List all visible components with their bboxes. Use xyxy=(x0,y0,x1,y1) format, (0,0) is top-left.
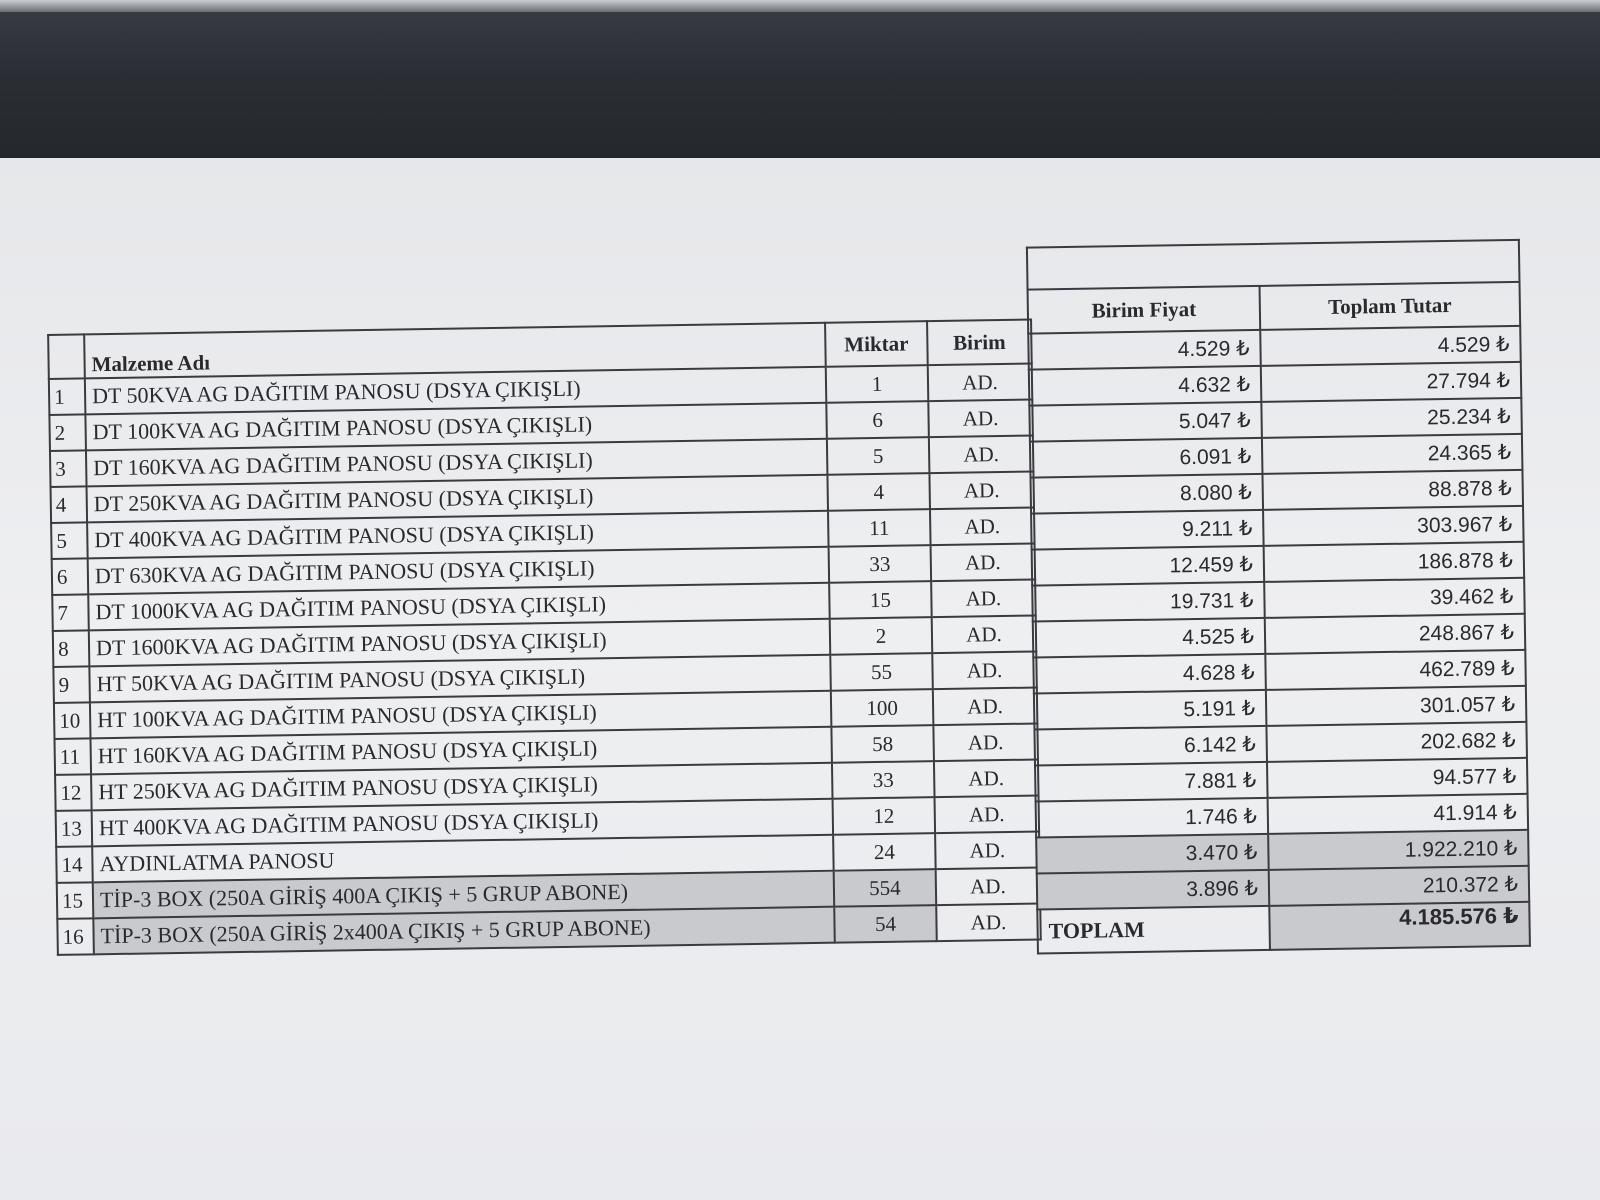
total-amount: 202.682 ₺ xyxy=(1266,722,1527,762)
prices-body xyxy=(1028,326,1529,910)
material-name: DT 100KVA AG DAĞITIM PANOSU (DSYA ÇIKIŞLI) xyxy=(85,403,826,451)
unit-price: 4.525 ₺ xyxy=(1033,618,1266,658)
total-amount: 25.234 ₺ xyxy=(1261,398,1522,438)
row-number: 13 xyxy=(56,810,93,847)
unit-price: 8.080 ₺ xyxy=(1031,474,1264,514)
unit: AD. xyxy=(935,831,1040,869)
grand-total-row xyxy=(1037,902,1530,954)
row-number: 7 xyxy=(52,594,89,631)
unit: AD. xyxy=(931,544,1036,582)
row-number: 5 xyxy=(51,522,88,559)
unit-price: 19.731 ₺ xyxy=(1032,582,1265,622)
total-amount: 210.372 ₺ xyxy=(1269,866,1530,906)
total-amount: 186.878 ₺ xyxy=(1264,542,1525,582)
header-unit-price: Birim Fiyat xyxy=(1028,286,1261,334)
total-amount: 462.789 ₺ xyxy=(1265,650,1526,690)
unit-price: 5.191 ₺ xyxy=(1034,690,1267,730)
quantity: 1 xyxy=(826,365,929,403)
unit-price: 5.047 ₺ xyxy=(1029,402,1262,442)
quantity: 24 xyxy=(833,833,936,871)
total-amount: 88.878 ₺ xyxy=(1262,470,1523,510)
material-name: DT 50KVA AG DAĞITIM PANOSU (DSYA ÇIKIŞLI) xyxy=(85,367,826,415)
unit-price: 4.632 ₺ xyxy=(1029,366,1262,406)
total-amount: 24.365 ₺ xyxy=(1262,434,1523,474)
items-table xyxy=(47,319,1042,956)
unit-price: 3.896 ₺ xyxy=(1037,870,1270,910)
material-name: DT 160KVA AG DAĞITIM PANOSU (DSYA ÇIKIŞLI) xyxy=(86,439,827,487)
quantity: 4 xyxy=(827,473,930,511)
total-amount: 1.922.210 ₺ xyxy=(1268,830,1529,870)
header-unit: Birim xyxy=(927,320,1032,366)
desk-background xyxy=(0,0,1600,175)
unit: AD. xyxy=(933,723,1038,761)
quantity: 33 xyxy=(829,545,932,583)
material-name: HT 160KVA AG DAĞITIM PANOSU (DSYA ÇIKIŞLI) xyxy=(90,727,831,775)
material-name: DT 1600KVA AG DAĞITIM PANOSU (DSYA ÇIKIŞLI) xyxy=(89,619,830,667)
header-no xyxy=(48,334,85,379)
quantity: 55 xyxy=(830,653,933,691)
grand-total-label: TOPLAM xyxy=(1037,906,1270,954)
unit: AD. xyxy=(929,472,1034,510)
grand-total-value: 4.185.576 ₺ xyxy=(1269,902,1530,950)
quantity: 12 xyxy=(833,797,936,835)
quantity: 11 xyxy=(828,509,931,547)
quantity: 2 xyxy=(830,617,933,655)
total-amount: 39.462 ₺ xyxy=(1264,578,1525,618)
unit-price: 6.142 ₺ xyxy=(1034,726,1267,766)
total-amount: 27.794 ₺ xyxy=(1261,362,1522,402)
material-name: AYDINLATMA PANOSU xyxy=(92,835,833,883)
row-number: 12 xyxy=(55,774,92,811)
row-number: 2 xyxy=(49,414,86,451)
prices-header-row xyxy=(1028,282,1521,334)
row-number: 16 xyxy=(57,918,94,955)
material-name: TİP-3 BOX (250A GİRİŞ 400A ÇIKIŞ + 5 GRUP ABONE) xyxy=(93,871,834,919)
material-name: HT 50KVA AG DAĞITIM PANOSU (DSYA ÇIKIŞLI) xyxy=(89,655,830,703)
quantity: 33 xyxy=(832,761,935,799)
row-number: 11 xyxy=(54,738,91,775)
unit-price: 7.881 ₺ xyxy=(1035,762,1268,802)
items-body xyxy=(49,364,1041,955)
unit: AD. xyxy=(933,687,1038,725)
header-quantity: Miktar xyxy=(825,321,928,367)
total-amount: 4.529 ₺ xyxy=(1260,326,1521,366)
unit: AD. xyxy=(934,759,1039,797)
quantity: 54 xyxy=(834,905,937,943)
quantity: 6 xyxy=(826,401,929,439)
row-number: 3 xyxy=(50,450,87,487)
material-name: DT 630KVA AG DAĞITIM PANOSU (DSYA ÇIKIŞLI) xyxy=(88,547,829,595)
unit: AD. xyxy=(932,651,1037,689)
header-total-amount: Toplam Tutar xyxy=(1260,282,1521,330)
row-number: 1 xyxy=(49,378,86,415)
quantity: 15 xyxy=(829,581,932,619)
unit-price: 12.459 ₺ xyxy=(1032,546,1265,586)
row-number: 15 xyxy=(57,882,94,919)
row-number: 14 xyxy=(56,846,93,883)
price-document xyxy=(46,238,1577,982)
unit: AD. xyxy=(935,795,1040,833)
material-name: HT 400KVA AG DAĞITIM PANOSU (DSYA ÇIKIŞLI) xyxy=(92,799,833,847)
unit-price: 6.091 ₺ xyxy=(1030,438,1263,478)
unit: AD. xyxy=(930,508,1035,546)
unit-price: 3.470 ₺ xyxy=(1036,834,1269,874)
total-amount: 303.967 ₺ xyxy=(1263,506,1524,546)
total-amount: 301.057 ₺ xyxy=(1266,686,1527,726)
row-number: 8 xyxy=(53,630,90,667)
unit-price: 4.628 ₺ xyxy=(1033,654,1266,694)
quantity: 58 xyxy=(831,725,934,763)
unit-price: 4.529 ₺ xyxy=(1028,330,1261,370)
row-number: 9 xyxy=(53,666,90,703)
material-name: DT 400KVA AG DAĞITIM PANOSU (DSYA ÇIKIŞLI) xyxy=(87,511,828,559)
unit: AD. xyxy=(936,867,1041,905)
material-name: HT 250KVA AG DAĞITIM PANOSU (DSYA ÇIKIŞLI) xyxy=(91,763,832,811)
quantity: 5 xyxy=(827,437,930,475)
total-amount: 248.867 ₺ xyxy=(1265,614,1526,654)
unit: AD. xyxy=(936,903,1041,941)
header-material-name: Malzeme Adı xyxy=(84,323,826,379)
material-name: TİP-3 BOX (250A GİRİŞ 2x400A ÇIKIŞ + 5 GRUP ABONE) xyxy=(93,907,834,955)
total-amount: 41.914 ₺ xyxy=(1268,794,1529,834)
quantity: 554 xyxy=(834,869,937,907)
total-amount: 94.577 ₺ xyxy=(1267,758,1528,798)
row-number: 6 xyxy=(52,558,89,595)
monitor-edge xyxy=(0,0,1600,12)
quantity: 100 xyxy=(831,689,934,727)
unit: AD. xyxy=(929,436,1034,474)
row-number: 10 xyxy=(54,702,91,739)
unit: AD. xyxy=(931,580,1036,618)
material-name: HT 100KVA AG DAĞITIM PANOSU (DSYA ÇIKIŞLI) xyxy=(90,691,831,739)
unit-price: 9.211 ₺ xyxy=(1031,510,1264,550)
unit: AD. xyxy=(932,615,1037,653)
row-number: 4 xyxy=(51,486,88,523)
material-name: DT 250KVA AG DAĞITIM PANOSU (DSYA ÇIKIŞLI) xyxy=(87,475,828,523)
unit-price: 1.746 ₺ xyxy=(1036,798,1269,838)
unit: AD. xyxy=(928,364,1033,402)
material-name: DT 1000KVA AG DAĞITIM PANOSU (DSYA ÇIKIŞLI) xyxy=(88,583,829,631)
unit: AD. xyxy=(928,400,1033,438)
prices-table xyxy=(1026,239,1531,955)
